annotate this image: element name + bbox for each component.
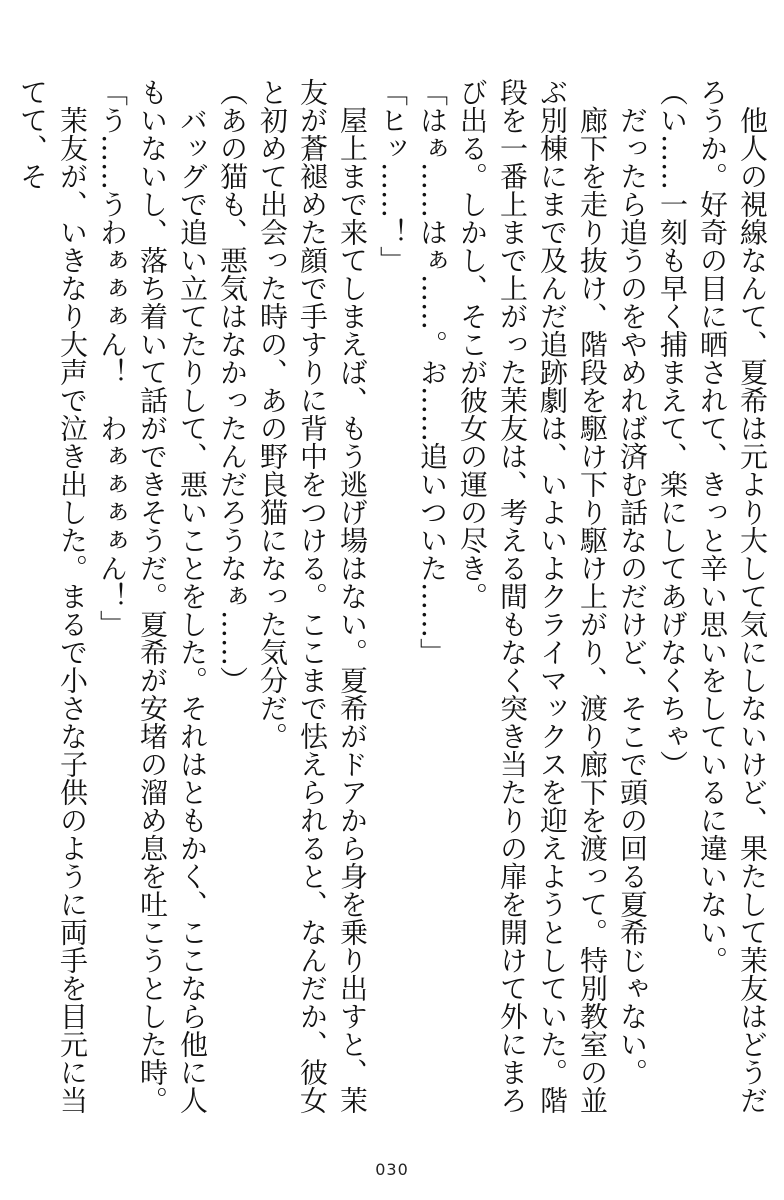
vertical-body-text: 他人の視線なんて、夏希は元より大して気にしないけど、果たして茉友はどうだろうか。好奇の目に晒されて、きっと辛い思いをしているに違いない。 （い……一刻も早く捕まえて、楽にしてあげなくちゃ） だったら追うのをやめれば済む話なのだけど、そこで頭の回る夏希じゃない。 廊下を走り抜け、階段を駆け下り駆け上がり、渡り廊下を渡って。特別教室の並ぶ別棟にまで及んだ追跡劇は、いよいよクライマックスを迎えようとしていた。階段を一番上まで上がった茉友は、考える間もなく突き当たりの扉を開けて外にまろび出る。しかし、そこが彼女の運の尽き。 「はぁ……はぁ……。お……追いついた……」 「ヒッ……！」 屋上まで来てしまえば、もう逃げ場はない。夏希がドアから身を乗り出すと、茉友が蒼褪めた顔で手すりに背中をつける。ここまで怯えられると、なんだか、彼女と初めて出会った時の、あの野良猫になった気分だ。 （あの猫も、悪気はなかったんだろうなぁ……） バッグで追い立てたりして、悪いことをした。それはともかく、ここなら他に人もいないし、落ち着いて話ができそうだ。夏希が安堵の溜め息を吐こうとした時。 「う……うわぁぁぁん！ わぁぁぁぁん！」 茉友が、いきなり大声で泣き出した。まるで小さな子供のように両手を目元に当てて、そ: [16, 78, 769, 1114]
page-number: 030: [375, 1160, 409, 1179]
